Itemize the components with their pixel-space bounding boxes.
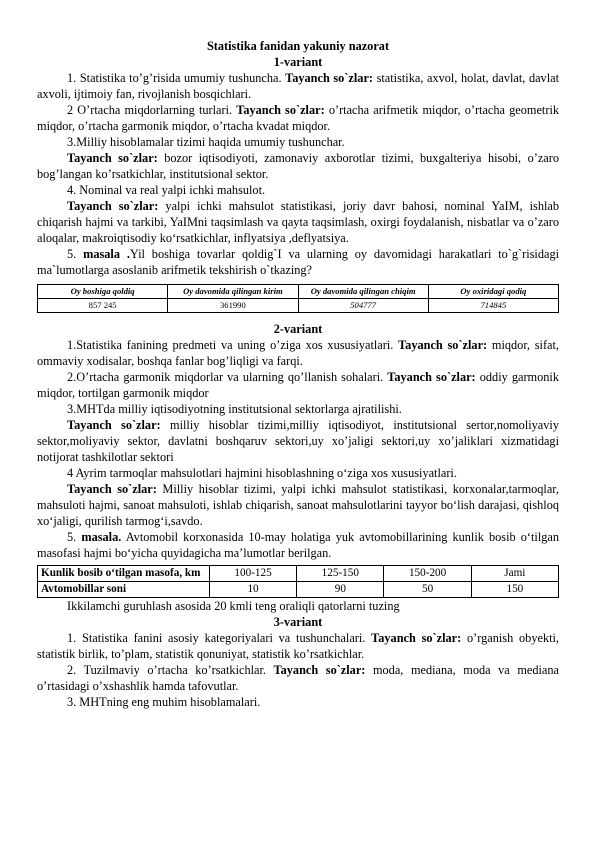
v3-q1-text: 1. Statistika fanini asosiy kategoriyalari va tushunchalari. <box>67 631 366 645</box>
table-header-cell: Kunlik bosib o‘tilgan masofa, km <box>38 566 210 582</box>
variant-1-heading: 1-variant <box>273 55 323 69</box>
v2-q5-num: 5. <box>67 530 77 544</box>
v1-q1-key: Tayanch so`zlar: <box>285 71 373 85</box>
v2-distance-table <box>37 565 559 598</box>
table-cell: 10 <box>209 582 296 598</box>
v1-question-3-keywords <box>37 150 559 182</box>
v2-q3-key: Tayanch so`zlar: <box>67 418 161 432</box>
table-cell: 504777 <box>298 299 428 313</box>
table-header-row <box>38 566 559 582</box>
v1-q3-key: Tayanch so`zlar: <box>67 151 158 165</box>
table-header-cell: Oy oxiridagi qodiq <box>428 285 558 299</box>
v1-question-2 <box>37 102 559 134</box>
v1-q3-words: bozor iqtisodiyoti, zamonaviy axborotlar tizimi, buxgalteriya hisobi, o’zaro bog’langan ko’rsatkichlar, institutsional sektor. <box>37 151 559 181</box>
v2-q5-key: masala. <box>81 530 122 544</box>
v1-q5-text: Yil boshiga tovarlar qoldig`I va ularning oy davomidagi harakatlari to`g`risidagi ma`lumotlarga asoslanib arifmetik tekshirish o`tkazing? <box>37 247 560 277</box>
table-header-cell: 125-150 <box>297 566 384 582</box>
v2-q1-text: 1.Statistika fanining predmeti va uning o’ziga xos xususiyatlari. <box>67 338 394 352</box>
table-cell: 714845 <box>428 299 558 313</box>
v1-question-4: 4. Nominal va real yalpi ichki mahsulot. <box>67 183 266 197</box>
v2-q4-words: Milliy hisoblar tizimi, yalpi ichki mahsulot statistikasi, korxonalar,tarmoqlar, mahsuloti hajmi, sanoat mahsuloti, ishlab chiqarish, sanoat mahsulotlarini tayyor bo‘lish darajasi, qishloq xo‘jaligi, qurilish tarmog‘i,savdo. <box>37 482 559 528</box>
table-header-cell: 150-200 <box>384 566 471 582</box>
v2-q5-text: Avtomobil korxonasida 10-may holatiga yuk avtomobillarining kunlik bosib o‘tilgan masofasi hajmi bo‘yicha quyidagicha ma’lumotlar berilgan. <box>37 530 559 560</box>
v1-question-5 <box>37 246 559 278</box>
table-cell: 361990 <box>168 299 298 313</box>
v1-q2-key: Tayanch so`zlar: <box>236 103 325 117</box>
v1-question-4-keywords <box>37 198 559 246</box>
v2-question-4-keywords <box>37 481 559 529</box>
v2-q1-words: miqdor, sifat, ommaviy xodisalar, boshqa fanlar bog’liqligi va farqi. <box>37 338 560 368</box>
table-cell: 150 <box>471 582 558 598</box>
table-header-cell: Oy davomida qilingan chiqim <box>298 285 428 299</box>
v2-after-table-text: Ikkilamchi guruhlash asosida 20 kmli teng oraliqli qatorlarni tuzing <box>67 599 400 613</box>
table-cell: 857 245 <box>38 299 168 313</box>
v2-q2-words: oddiy garmonik miqdor, tortilgan garmonik miqdor <box>37 370 559 400</box>
v3-q2-words: moda, mediana, moda va mediana o’rtasidagi o’xshashlik hamda tafovutlar. <box>37 663 559 693</box>
table-cell: Avtomobillar soni <box>38 582 210 598</box>
table-header-row <box>38 285 559 299</box>
document-page <box>37 38 559 710</box>
table-header-cell: Oy boshiga qoldiq <box>38 285 168 299</box>
v1-q5-num: 5. <box>67 247 77 261</box>
table-row <box>38 299 559 313</box>
v1-q1-words: statistika, axvol, holat, davlat, davlat axvoli, ijtimoiy fan, rivojlanish bosqichlari. <box>37 71 559 101</box>
v2-question-3: 3.MHTda milliy iqtisodiyotning institutsional sektorlarga ajratilishi. <box>67 402 402 416</box>
document-title: Statistika fanidan yakuniy nazorat <box>206 39 390 53</box>
table-header-cell: Oy davomida qilingan kirim <box>168 285 298 299</box>
v1-q5-key: masala . <box>83 247 130 261</box>
v1-q1-text: 1. Statistika to’g’risida umumiy tushuncha. <box>67 71 282 85</box>
v2-q2-text: 2.O’rtacha garmonik miqdorlar va ularning qo’llanish sohalari. <box>67 370 384 384</box>
v2-question-5 <box>37 529 559 561</box>
v3-question-2 <box>37 662 559 694</box>
v1-q4-words: yalpi ichki mahsulot statistikasi, joriy davr bahosi, nominal YaIM, ishlab chiqarish hajmi va tarkibi, YaIMni taqsimlash va qayta taqsimlash, oxirgi foydalanish, nisbatlar va o’zaro aloqalar, makroiqtisodiy ko‘rsatkichlar, inflyatsiya ,deflyatsiya. <box>37 199 559 245</box>
v2-question-1 <box>37 337 559 369</box>
v2-q4-key: Tayanch so`zlar: <box>67 482 157 496</box>
v1-stock-table <box>37 284 559 313</box>
table-cell: 50 <box>384 582 471 598</box>
v2-question-4: 4 Ayrim tarmoqlar mahsulotlari hajmini hisoblashning o‘ziga xos xususiyatlari. <box>67 466 457 480</box>
table-row <box>38 582 559 598</box>
table-header-cell: Jami <box>471 566 558 582</box>
v1-question-1 <box>37 70 559 102</box>
v2-q1-key: Tayanch so`zlar: <box>398 338 488 352</box>
v3-question-3: 3. MHTning eng muhim hisoblamalari. <box>67 695 261 709</box>
v3-q1-words: o’rganish obyekti, statistik birlik, to’plam, statistik qonuniyat, statistik ko’rsatkichlar. <box>37 631 559 661</box>
v1-question-3: 3.Milliy hisoblamalar tizimi haqida umumiy tushunchar. <box>67 135 345 149</box>
v2-question-3-keywords <box>37 417 559 465</box>
v3-q2-text: 2. Tuzilmaviy o’rtacha ko’rsatkichlar. <box>67 663 266 677</box>
v1-q2-words: o’rtacha arifmetik miqdor, o’rtacha geometrik miqdor, o’rtacha garmonik miqdor, o’rtacha kvadat miqdor. <box>37 103 560 133</box>
v3-q2-key: Tayanch so`zlar: <box>273 663 366 677</box>
v2-q2-key: Tayanch so`zlar: <box>387 370 476 384</box>
table-header-cell: 100-125 <box>209 566 296 582</box>
variant-3-heading: 3-variant <box>273 615 323 629</box>
table-cell: 90 <box>297 582 384 598</box>
v3-question-1 <box>37 630 559 662</box>
v3-q1-key: Tayanch so`zlar: <box>371 631 462 645</box>
v2-q3-words: milliy hisoblar tizimi,milliy iqtisodiyot, institutsional sertor,nomoliyaviy sektor,moliyaviy sektor, davlatni boshqaruv sektori,uy xo’jaligi sektori,uy xo’jaliklari xizmatidagi notijorat tashkilotlar sektori <box>37 418 559 464</box>
v1-q4-key: Tayanch so`zlar: <box>67 199 159 213</box>
v2-question-2 <box>37 369 559 401</box>
v1-q2-text: 2 O’rtacha miqdorlarning turlari. <box>67 103 233 117</box>
variant-2-heading: 2-variant <box>273 322 323 336</box>
